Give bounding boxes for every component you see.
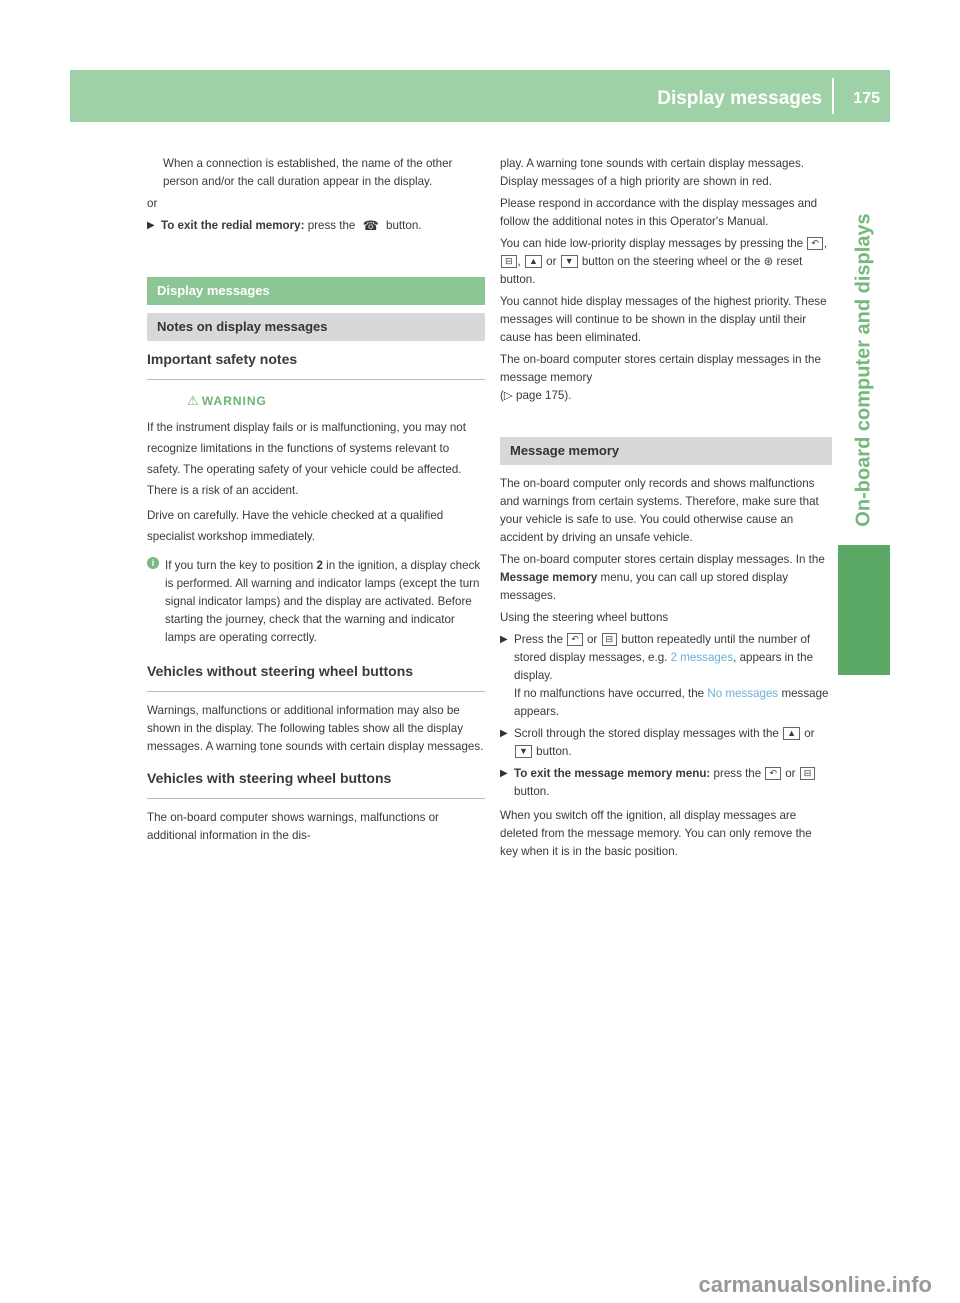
- back-icon: ↶: [567, 633, 583, 646]
- step-arrow-icon: ▶: [147, 220, 155, 231]
- info-icon: i: [147, 557, 159, 569]
- warning-label: WARNING: [201, 394, 267, 408]
- page-reference[interactable]: (▷ page 175).: [500, 389, 572, 402]
- step-arrow-icon: ▶: [500, 728, 508, 739]
- step-3: ▶ To exit the message memory menu: press the ↶ or ⊟ button.: [500, 765, 832, 801]
- right-paragraph-2: Please respond in accordance with the display messages and follow the additional notes in this Operator's Manual.: [500, 197, 818, 228]
- page-title: Display messages: [657, 88, 822, 109]
- heading-safety: Important safety notes: [147, 351, 298, 367]
- down-arrow-icon: ▼: [561, 255, 578, 268]
- watermark: carmanualsonline.info: [698, 1272, 932, 1297]
- section-display-messages: Display messages: [147, 277, 485, 305]
- step-arrow-icon: ▶: [500, 768, 508, 779]
- step-1: ▶ Press the ↶ or ⊟ button repeatedly until the number of stored display messages, e.g. 2 messages, appears in the display. If no malfunctions have occurred, the No messages message appears.: [500, 631, 832, 721]
- up-arrow-icon: ▲: [783, 727, 800, 740]
- section-notes: Notes on display messages: [147, 313, 485, 341]
- right-column: [500, 155, 832, 865]
- right-paragraph-5: The on-board computer stores certain display messages in the message memory (▷ page 175).: [500, 353, 821, 402]
- divider: [147, 798, 485, 799]
- memory-paragraph-4: When you switch off the ignition, all display messages are deleted from the message memory. You can only remove the key when it is in the basic position.: [500, 809, 812, 858]
- warning-text-1: If the instrument display fails or is malfunctioning, you may not recognize limitations in the functions of systems relevant to safety. The operating safety of your vehicle could be affected. There is a risk of an accident.: [147, 421, 466, 497]
- phone-end-icon: ☎: [362, 218, 379, 234]
- reset-icon: ⊛: [763, 255, 774, 268]
- right-paragraph-3: You can hide low-priority display messages by pressing the ↶ , ⊟ , ▲ or ▼ button on the steering wheel or the ⊛ reset button.: [500, 237, 828, 286]
- step-arrow-icon: ▶: [500, 634, 508, 645]
- right-paragraph-1: play. A warning tone sounds with certain display messages. Display messages of a high priority are shown in red.: [500, 157, 804, 188]
- section-message-memory: Message memory: [500, 437, 832, 465]
- heading-with-buttons: Vehicles with steering wheel buttons: [147, 770, 392, 786]
- back-icon: ↶: [807, 237, 823, 250]
- intro-text: When a connection is established, the name of the other person and/or the call duration appear in the display.: [163, 157, 453, 188]
- menu-icon: ⊟: [501, 255, 517, 268]
- paragraph-with-buttons: The on-board computer shows warnings, malfunctions or additional information in the dis-: [147, 811, 439, 842]
- or-text: or: [147, 197, 158, 210]
- up-arrow-icon: ▲: [525, 255, 542, 268]
- memory-paragraph-1: The on-board computer only records and shows malfunctions and warnings from certain systems. Therefore, make sure that your vehicle is safe to use. You could otherwise cause an accident by driving an unsafe vehicle.: [500, 477, 819, 544]
- warning-box: [147, 380, 485, 547]
- left-column: [147, 155, 485, 849]
- menu-icon: ⊟: [800, 767, 816, 780]
- down-arrow-icon: ▼: [515, 745, 532, 758]
- back-icon: ↶: [765, 767, 781, 780]
- memory-paragraph-3: Using the steering wheel buttons: [500, 611, 669, 624]
- side-tab: [838, 140, 890, 600]
- warning-text-2: Drive on carefully. Have the vehicle checked at a qualified specialist workshop immediately.: [147, 509, 444, 543]
- menu-icon: ⊟: [602, 633, 618, 646]
- heading-without-buttons: Vehicles without steering wheel buttons: [147, 663, 414, 679]
- divider: [147, 691, 485, 692]
- side-tab-block: [838, 545, 890, 675]
- side-tab-label: On-board computer and displays: [852, 213, 875, 527]
- paragraph-without-buttons: Warnings, malfunctions or additional information may also be shown in the display. The following tables show all the display messages. A warning tone sounds with certain display messages.: [147, 704, 484, 753]
- right-paragraph-4: You cannot hide display messages of the highest priority. These messages will continue to be shown in the display until their cause has been eliminated.: [500, 295, 827, 344]
- page-header: [70, 70, 890, 122]
- warning-triangle-icon: ⚠: [187, 393, 199, 408]
- memory-paragraph-2: The on-board computer stores certain display messages. In the Message memory menu, you can call up stored display messages.: [500, 553, 825, 602]
- page-number: 175: [853, 90, 880, 107]
- display-text-no-messages: No messages: [707, 687, 779, 700]
- header-divider: [832, 78, 834, 114]
- info-note: i If you turn the key to position 2 in the ignition, a display check is performed. All warning and indicator lamps (except the turn signal indicator lamps) and the display are activated. Before starting the journey, check that the warning and indicator lamps are operating correctly.: [147, 557, 485, 647]
- exit-redial-step: ▶ To exit the redial memory: press the ☎ button.: [147, 218, 422, 234]
- display-text-2-messages: 2 messages: [670, 651, 734, 664]
- step-2: ▶ Scroll through the stored display messages with the ▲ or ▼ button.: [500, 725, 832, 761]
